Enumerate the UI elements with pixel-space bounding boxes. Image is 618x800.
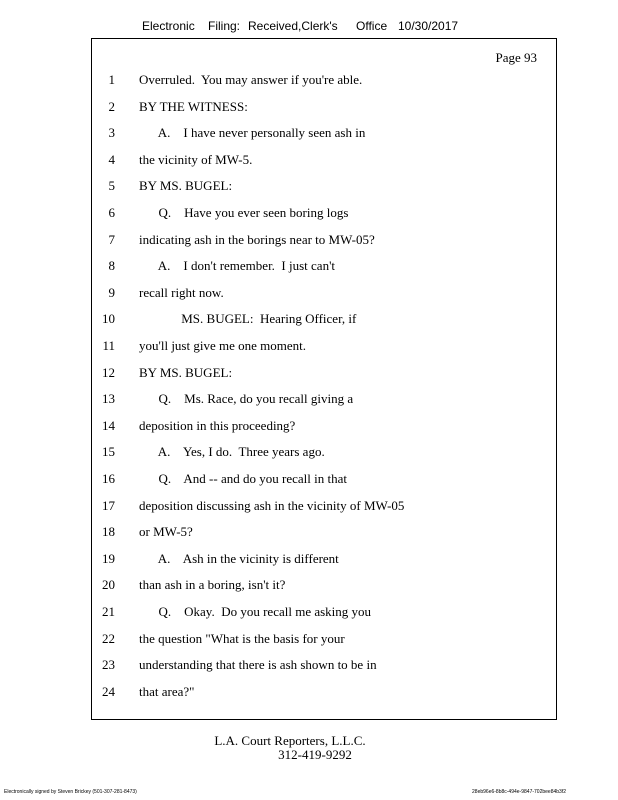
line-number: 21 [102, 604, 115, 619]
transcript-line [92, 256, 556, 276]
line-text: MS. BUGEL: Hearing Officer, if [139, 311, 357, 327]
transcript-line [92, 309, 556, 329]
transcript-line [92, 469, 556, 489]
line-number: 24 [102, 683, 115, 699]
line-text: BY MS. BUGEL: [139, 364, 233, 380]
transcript-line [92, 682, 556, 702]
line-number: 3 [108, 125, 115, 141]
document-hash: 28eb96e6-8b8c-494e-9847-702bee84b3f2 [472, 789, 566, 795]
header-electronic: Electronic [142, 19, 195, 33]
line-number: 13 [102, 391, 115, 407]
transcript-line [92, 150, 556, 170]
line-text: you'll just give me one moment. [139, 338, 306, 353]
line-text: Q. And -- and do you recall in that [139, 471, 347, 486]
transcript-line [92, 203, 556, 223]
line-number: 12 [102, 364, 115, 380]
header-date: 10/30/2017 [398, 19, 459, 33]
line-number: 10 [102, 311, 115, 327]
line-text: than ash in a boring, isn't it? [139, 577, 286, 593]
line-text: understanding that there is ash shown to be in [139, 657, 377, 673]
transcript-frame [91, 38, 557, 720]
line-number: 5 [108, 178, 115, 194]
transcript-line [92, 549, 556, 569]
transcript-line [92, 655, 556, 675]
line-text: recall right now. [139, 284, 224, 300]
header-office: Office [356, 19, 388, 33]
electronic-filing-header [0, 19, 618, 37]
line-number: 19 [102, 550, 115, 566]
transcript-line [92, 363, 556, 383]
page-number: Page 93 [495, 50, 537, 65]
line-text: or MW-5? [139, 524, 193, 540]
line-text: the vicinity of MW-5. [139, 151, 253, 167]
transcript-line [92, 602, 556, 622]
line-text: A. Ash in the vicinity is different [139, 550, 339, 566]
line-number: 6 [108, 205, 115, 220]
transcript-line [92, 442, 556, 462]
transcript-line [92, 176, 556, 196]
line-text: Q. Okay. Do you recall me asking you [139, 604, 372, 619]
court-reporter-name: L.A. Court Reporters, L.L.C. [214, 733, 366, 748]
line-text: BY MS. BUGEL: [139, 178, 233, 194]
header-received: Received,Clerk's [248, 19, 338, 33]
line-text: Q. Have you ever seen boring logs [139, 205, 349, 220]
court-reporter-phone: 312-419-9292 [278, 747, 352, 762]
line-number: 20 [102, 577, 115, 593]
line-text: A. Yes, I do. Three years ago. [139, 444, 325, 460]
line-number: 4 [108, 151, 115, 167]
transcript-line [92, 97, 556, 117]
transcript-line [92, 629, 556, 649]
line-number: 2 [108, 98, 115, 114]
line-number: 9 [108, 284, 115, 300]
line-number: 7 [108, 231, 115, 247]
line-number: 15 [102, 444, 115, 460]
line-number: 1 [108, 72, 115, 87]
line-number: 14 [102, 417, 115, 433]
line-number: 18 [102, 524, 115, 540]
line-text: the question "What is the basis for your [139, 630, 345, 646]
transcript-line [92, 416, 556, 436]
line-text: Q. Ms. Race, do you recall giving a [139, 391, 354, 407]
line-number: 23 [102, 657, 115, 673]
line-text: indicating ash in the borings near to MW-05? [139, 231, 375, 247]
line-number: 11 [102, 338, 115, 353]
transcript-line [92, 283, 556, 303]
transcript-line [92, 336, 556, 356]
transcript-line [92, 389, 556, 409]
line-number: 22 [102, 630, 115, 646]
line-text: Overruled. You may answer if you're able. [139, 72, 363, 87]
transcript-line [92, 70, 556, 90]
line-text: that area?" [139, 683, 195, 699]
line-number: 17 [102, 497, 115, 513]
line-number: 8 [108, 258, 115, 274]
transcript-line [92, 575, 556, 595]
line-text: A. I don't remember. I just can't [139, 258, 336, 274]
line-text: deposition in this proceeding? [139, 417, 296, 433]
transcript-line [92, 522, 556, 542]
line-text: BY THE WITNESS: [139, 98, 248, 114]
transcript-line [92, 230, 556, 250]
transcript-line [92, 123, 556, 143]
transcript-line [92, 496, 556, 516]
line-text: deposition discussing ash in the vicinity of MW-05 [139, 497, 405, 513]
line-text: A. I have never personally seen ash in [139, 125, 366, 141]
line-number: 16 [102, 471, 115, 486]
electronic-signature: Electronically signed by Steven Brickey (501-307-281-8473) [4, 789, 137, 795]
header-filing: Filing: [208, 19, 241, 33]
